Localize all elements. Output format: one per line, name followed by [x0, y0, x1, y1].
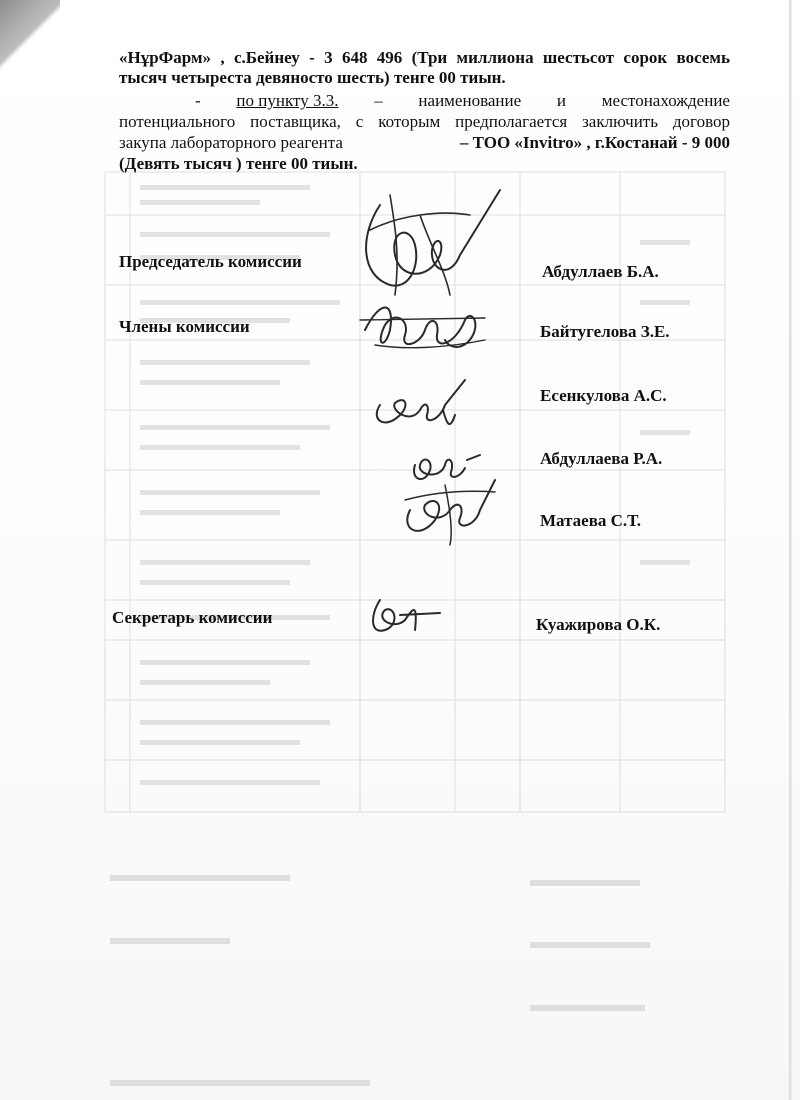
chairman-label: Председатель комиссии [119, 252, 302, 271]
member-signature [355, 290, 495, 360]
secretary-label: Секретарь комиссии [112, 608, 273, 627]
page-edge-shadow [789, 0, 792, 1100]
item-word: наименование [418, 91, 522, 110]
paragraph-line: потенциального поставщика, с которым предполагается заключить договор [119, 112, 730, 131]
item-line [195, 90, 730, 111]
member-signature [365, 375, 485, 435]
item-word: местонахождение [601, 91, 730, 110]
paragraph-line: тысяч четыреста девяносто шесть) тенге 00 тиын. [119, 68, 506, 87]
chairman-signature [350, 185, 510, 305]
item-dash: – [374, 91, 383, 110]
paragraph-line: «НұрФарм» , с.Бейнеу - 3 648 496 (Три миллиона шестьсот сорок восемь [119, 48, 730, 67]
member-name: Байтугелова З.Е. [540, 322, 670, 341]
item-word: и [556, 91, 566, 110]
text-segment: закупа лабораторного реагента [119, 133, 343, 152]
page-corner-fold [0, 0, 60, 80]
member-signature [395, 470, 505, 550]
item-reference: по пункту 3.3. [236, 91, 339, 110]
secretary-signature [360, 585, 450, 645]
member-name: Есенкулова А.С. [540, 386, 667, 405]
chairman-name: Абдуллаев Б.А. [542, 262, 659, 281]
paragraph-line [119, 132, 730, 153]
members-label: Члены комиссии [119, 317, 250, 336]
supplier-name: – ТОО «Invitro» , г.Костанай - 9 000 [459, 133, 730, 152]
member-name: Абдуллаева Р.А. [540, 449, 663, 468]
item-marker: - [195, 91, 201, 110]
paragraph-line: (Девять тысяч ) тенге 00 тиын. [119, 154, 358, 173]
member-name: Матаева С.Т. [540, 511, 642, 530]
secretary-name: Куажирова О.К. [536, 615, 661, 634]
